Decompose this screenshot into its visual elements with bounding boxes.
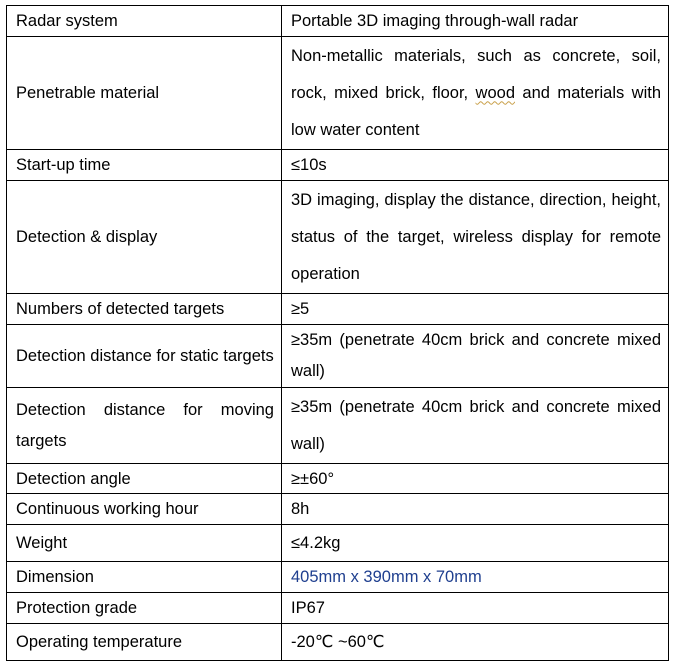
table-row	[7, 37, 669, 150]
row-label: Radar system	[7, 6, 282, 37]
row-label: Detection angle	[7, 464, 282, 494]
table-row	[7, 325, 669, 388]
value-text: Non-metallic materials, such as concrete, soil, rock, mixed brick, floor,	[291, 46, 661, 102]
row-label: Penetrable material	[7, 37, 282, 150]
row-value: ≥5	[282, 294, 669, 325]
row-value: ≥35m (penetrate 40cm brick and concrete mixed wall)	[282, 388, 669, 464]
row-label: Protection grade	[7, 593, 282, 624]
row-value: ≥35m (penetrate 40cm brick and concrete mixed wall)	[282, 325, 669, 388]
table-row	[7, 525, 669, 562]
row-value: IP67	[282, 593, 669, 624]
row-value: -20℃ ~60℃	[282, 624, 669, 661]
row-label: Detection distance for static targets	[7, 325, 282, 388]
spec-table	[6, 5, 669, 661]
table-row	[7, 181, 669, 294]
row-value: ≥±60°	[282, 464, 669, 494]
table-row	[7, 593, 669, 624]
table-row	[7, 494, 669, 525]
row-label: Detection distance for moving targets	[7, 388, 282, 464]
row-value: 405mm x 390mm x 70mm	[282, 562, 669, 593]
row-label: Detection & display	[7, 181, 282, 294]
row-label: Continuous working hour	[7, 494, 282, 525]
row-label: Operating temperature	[7, 624, 282, 661]
table-row	[7, 294, 669, 325]
table-row	[7, 562, 669, 593]
row-value: ≤10s	[282, 150, 669, 181]
table-row	[7, 388, 669, 464]
row-label: Start-up time	[7, 150, 282, 181]
row-label: Numbers of detected targets	[7, 294, 282, 325]
table-row	[7, 624, 669, 661]
row-value: ≤4.2kg	[282, 525, 669, 562]
row-value: 3D imaging, display the distance, direction, height, status of the target, wireless display for remote operation	[282, 181, 669, 294]
table-row	[7, 464, 669, 494]
table-row	[7, 6, 669, 37]
spellcheck-flagged-word: wood	[475, 83, 515, 102]
row-value: 8h	[282, 494, 669, 525]
row-label: Weight	[7, 525, 282, 562]
row-label: Dimension	[7, 562, 282, 593]
table-row	[7, 150, 669, 181]
value-text: and materials with low water content	[291, 83, 661, 139]
row-value	[282, 37, 669, 150]
row-value: Portable 3D imaging through-wall radar	[282, 6, 669, 37]
